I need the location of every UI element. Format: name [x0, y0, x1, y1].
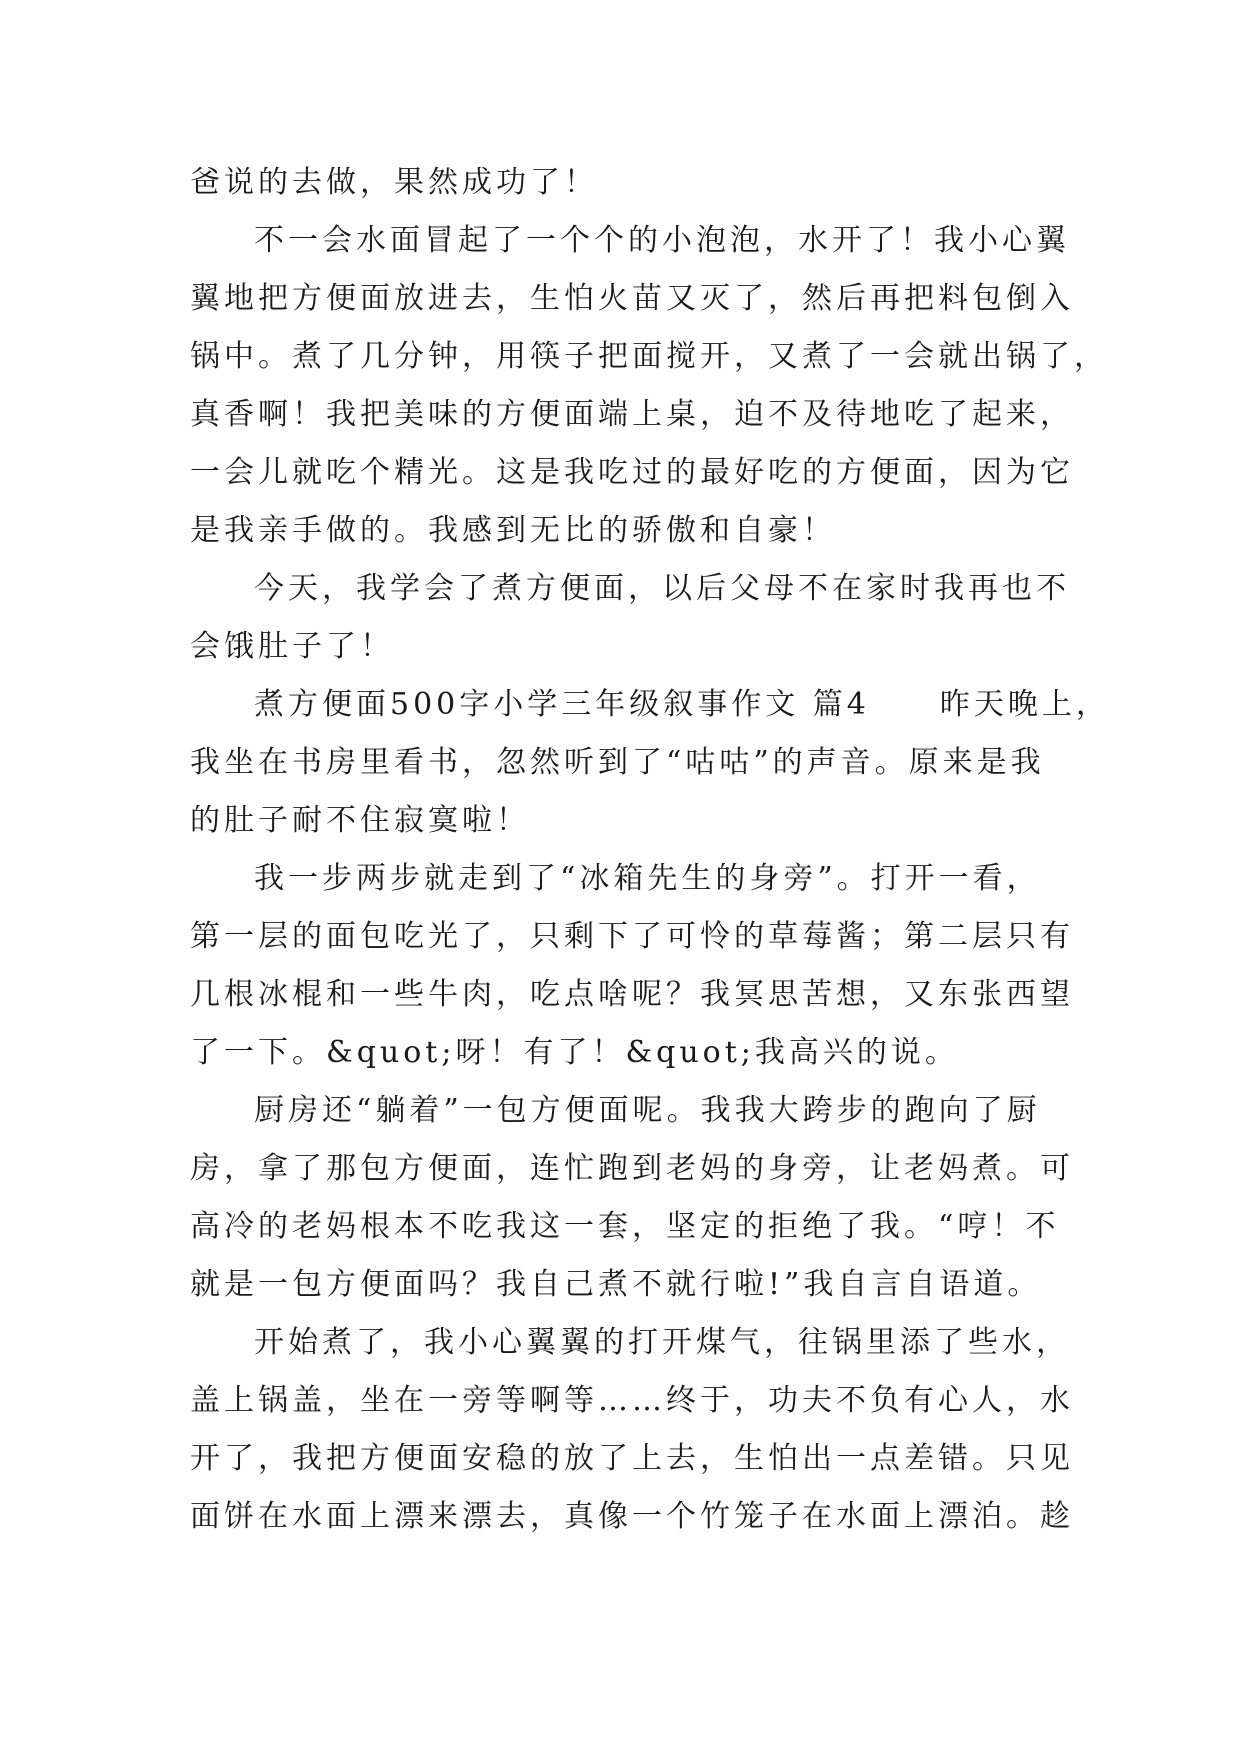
text-line: 开始煮了，我小心翼翼的打开煤气，往锅里添了些水，: [254, 1325, 1070, 1360]
text-line: 是我亲手做的。我感到无比的骄傲和自豪！: [190, 513, 836, 548]
text-line: 不一会水面冒起了一个个的小泡泡，水开了！我小心翼: [254, 223, 1070, 258]
text-line: 面饼在水面上漂来漂去，真像一个竹笼子在水面上漂泊。趁: [190, 1499, 1074, 1534]
text-line: 第一层的面包吃光了，只剩下了可怜的草莓酱；第二层只有: [190, 919, 1074, 954]
text-line: 今天，我学会了煮方便面，以后父母不在家时我再也不: [254, 571, 1070, 606]
text-line: 房，拿了那包方便面，连忙跑到老妈的身旁，让老妈煮。可: [190, 1151, 1074, 1186]
text-line: 开了，我把方便面安稳的放了上去，生怕出一点差错。只见: [190, 1441, 1074, 1476]
text-line: 锅中。煮了几分钟，用筷子把面搅开，又煮了一会就出锅了，: [190, 339, 1108, 374]
text-line: 了一下。&quot;呀！有了！&quot;我高兴的说。: [190, 1035, 959, 1070]
text-line: 一会儿就吃个精光。这是我吃过的最好吃的方便面，因为它: [190, 455, 1074, 490]
text-line: 的肚子耐不住寂寞啦！: [190, 803, 530, 838]
text-line: 厨房还“躺着”一包方便面呢。我我大跨步的跑向了厨: [254, 1093, 1041, 1128]
section-heading: 煮方便面500字小学三年级叙事作文 篇4: [254, 687, 870, 722]
text-line: 高冷的老妈根本不吃我这一套，坚定的拒绝了我。“哼！不: [190, 1209, 1060, 1244]
text-line: 爸说的去做，果然成功了！: [190, 165, 598, 200]
text-line: 几根冰棍和一些牛肉，吃点啥呢？我冥思苦想，又东张西望: [190, 977, 1074, 1012]
section-heading-line: [190, 676, 1110, 734]
text-line: 我一步两步就走到了“冰箱先生的身旁”。打开一看，: [254, 861, 1041, 896]
article-body: [190, 154, 1110, 1546]
text-line: 翼地把方便面放进去，生怕火苗又灭了，然后再把料包倒入: [190, 281, 1074, 316]
text-line-start: 昨天晚上，: [939, 687, 1110, 722]
text-line: 盖上锅盖，坐在一旁等啊等……终于，功夫不负有心人，水: [190, 1383, 1074, 1418]
text-line: 会饿肚子了！: [190, 629, 394, 664]
text-line: 就是一包方便面吗？我自己煮不就行啦!”我自言自语道。: [190, 1267, 1042, 1302]
text-line: 我坐在书房里看书，忽然听到了“咕咕”的声音。原来是我: [190, 745, 1045, 780]
text-line: 真香啊！我把美味的方便面端上桌，迫不及待地吃了起来，: [190, 397, 1074, 432]
